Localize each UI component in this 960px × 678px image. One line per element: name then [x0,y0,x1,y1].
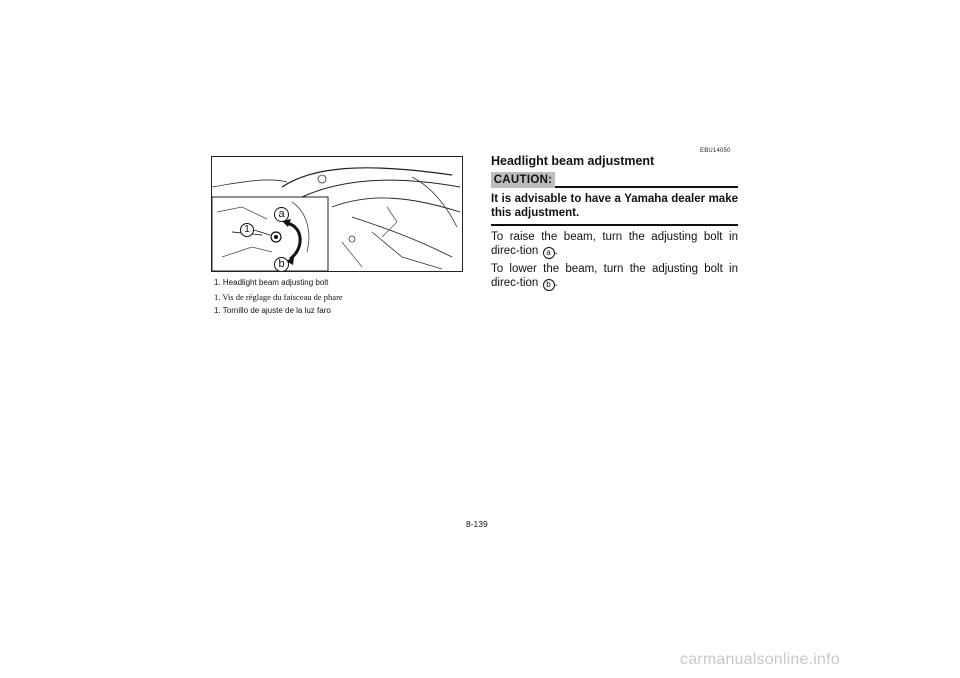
caution-badge: CAUTION: [491,172,555,188]
callout-b-label: b [278,258,285,270]
instruction-raise-end: . [554,245,558,257]
caption-french: 1. Vis de réglage du faisceau de phare [214,292,343,302]
section-heading: Headlight beam adjustment [491,154,655,168]
headlight-illustration [211,156,463,272]
caution-header [491,172,738,189]
caution-rule-bottom [491,224,738,226]
caution-rule-top [555,186,738,188]
document-code: EBU14050 [700,148,731,154]
instruction-lower-beam [491,262,738,291]
callout-b [274,257,289,272]
callout-a-label: a [278,208,285,220]
callout-1-label: 1 [244,224,250,235]
instruction-lower-end: . [554,277,558,289]
instruction-lower-text: To lower the beam, turn the adjusting bolt in direc-tion [491,263,738,289]
caption-spanish: 1. Tornillo de ajuste de la luz faro [214,306,331,315]
direction-a-marker: a [543,247,555,259]
watermark: carmanualsonline.info [680,651,840,668]
figure-captions [214,278,464,320]
headlight-drawing [212,157,462,271]
direction-b-marker: b [543,279,555,291]
caption-english: 1. Headlight beam adjusting bolt [214,278,329,287]
instruction-raise-text: To raise the beam, turn the adjusting bolt in direc-tion [491,231,738,257]
instruction-raise-beam [491,230,738,259]
caution-text: It is advisable to have a Yamaha dealer make this adjustment. [491,193,738,219]
page-number: 8-139 [466,519,488,529]
callout-1 [240,223,254,237]
callout-a [274,207,289,222]
